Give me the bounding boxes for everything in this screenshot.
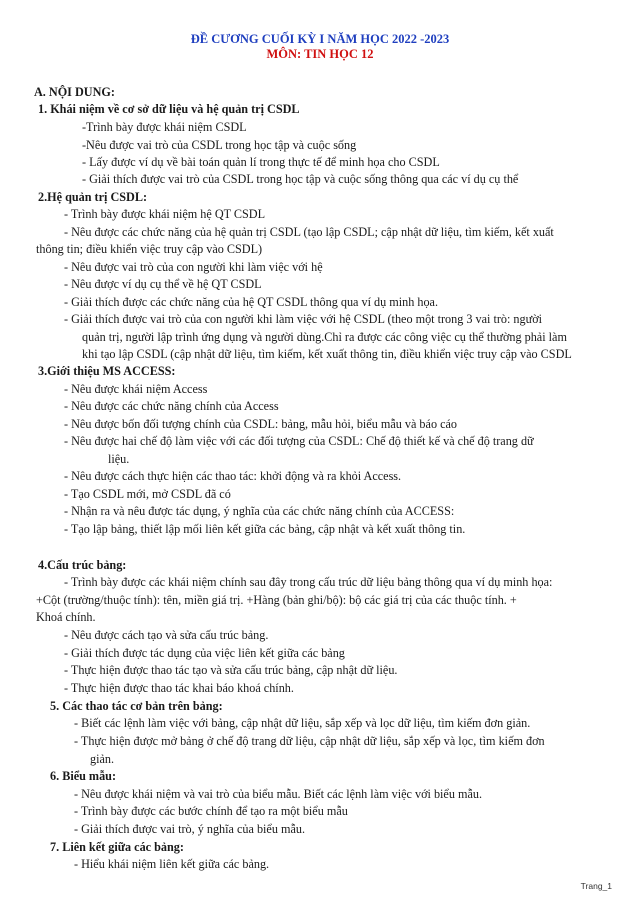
content-line: - Giải thích được vai trò của con người khi làm việc với hệ CSDL (theo một trong 3 vai trò: người [64, 312, 543, 326]
section-heading: 3.Giới thiệu MS ACCESS: [38, 364, 176, 378]
section-heading: 5. Các thao tác cơ bản trên bảng: [50, 699, 223, 713]
content-line: -Trình bày được khái niệm CSDL [82, 120, 247, 134]
content-line: - Giải thích được các chức năng của hệ QT CSDL thông qua ví dụ minh họa. [64, 295, 439, 309]
content-line: - Hiểu khái niệm liên kết giữa các bảng. [74, 857, 270, 871]
content-line: quản trị, người lập trình ứng dụng và người dùng.Chỉ ra được các công việc cụ thể thường phải làm [82, 330, 567, 344]
content-line: thông tin; điều khiển việc truy cập vào CSDL) [36, 242, 263, 256]
content-line: - Tạo lập bảng, thiết lập mối liên kết giữa các bảng, cập nhật và kết xuất thông tin. [64, 522, 466, 536]
section-heading: A. NỘI DUNG: [34, 85, 115, 99]
section-heading: 6. Biểu mẫu: [50, 769, 117, 783]
content-line: Khoá chính. [36, 610, 96, 624]
document-subject: MÔN: TIN HỌC 12 [266, 47, 374, 61]
content-line: - Giải thích được vai trò của CSDL trong học tập và cuộc sống thông qua các ví dụ cụ thể [82, 172, 519, 186]
content-line: - Nêu được các chức năng chính của Access [64, 399, 279, 413]
content-line: +Cột (trường/thuộc tính): tên, miền giá trị. +Hàng (bản ghi/bộ): bộ các giá trị của các thuộc tính. + [36, 593, 517, 607]
content-line: - Nêu được các chức năng của hệ quản trị CSDL (tạo lập CSDL; cập nhật dữ liệu, tìm kiếm, kết xuất [64, 225, 554, 239]
section-heading: 4.Cấu trúc bảng: [38, 558, 127, 572]
content-line: - Thực hiện được thao tác tạo và sửa cấu trúc bảng, cập nhật dữ liệu. [64, 663, 398, 677]
content-line: - Biết các lệnh làm việc với bảng, cập nhật dữ liệu, sắp xếp và lọc dữ liệu, tìm kiếm đơn giản. [74, 716, 531, 730]
content-line: liệu. [108, 452, 130, 466]
content-line: - Giải thích được tác dụng của việc liên kết giữa các bảng [64, 646, 345, 660]
page-number: Trang_1 [580, 881, 612, 891]
content-line: - Giải thích được vai trò, ý nghĩa của biểu mẫu. [74, 822, 306, 836]
content-line: - Trình bày được khái niệm hệ QT CSDL [64, 207, 266, 221]
content-line: -Nêu được vai trò của CSDL trong học tập và cuộc sống [82, 138, 357, 152]
content-line: - Trình bày được các khái niệm chính sau đây trong cấu trúc dữ liệu bảng thông qua ví dụ minh họa: [64, 575, 553, 589]
content-line: - Nêu được hai chế độ làm việc với các đối tượng của CSDL: Chế độ thiết kế và chế độ trang dữ [64, 434, 534, 448]
content-line: - Nêu được cách thực hiện các thao tác: khởi động và ra khỏi Access. [64, 469, 402, 483]
content-line: - Thực hiện được thao tác khai báo khoá chính. [64, 681, 294, 695]
content-line: - Nêu được khái niệm Access [64, 382, 208, 396]
content-line: - Thực hiện được mở bảng ở chế độ trang dữ liệu, cập nhật dữ liệu, sắp xếp và lọc, tìm kiếm đơn [74, 734, 545, 748]
content-line: - Trình bày được các bước chính để tạo ra một biểu mẫu [74, 804, 348, 818]
content-line: - Tạo CSDL mới, mở CSDL đã có [64, 487, 231, 501]
content-line: - Nêu được ví dụ cụ thể về hệ QT CSDL [64, 277, 262, 291]
document-title: ĐỀ CƯƠNG CUỐI KỲ I NĂM HỌC 2022 -2023 [190, 32, 450, 46]
content-line: - Nêu được bốn đối tượng chính của CSDL: bảng, mẫu hỏi, biểu mẫu và báo cáo [64, 417, 457, 431]
section-heading: 1. Khái niệm về cơ sở dữ liệu và hệ quản trị CSDL [38, 102, 300, 116]
content-line: giản. [90, 752, 115, 766]
section-heading: 7. Liên kết giữa các bảng: [50, 840, 184, 854]
content-line: - Nhận ra và nêu được tác dụng, ý nghĩa của các chức năng chính của ACCESS: [64, 504, 455, 518]
content-line: khi tạo lập CSDL (cập nhật dữ liệu, tìm kiếm, kết xuất thông tin, điều khiển việc truy cập vào CSDL [82, 347, 572, 361]
section-heading: 2.Hệ quản trị CSDL: [38, 190, 148, 204]
content-line: - Nêu được cách tạo và sửa cấu trúc bảng. [64, 628, 269, 642]
content-line: - Nêu được khái niệm và vai trò của biểu mẫu. Biết các lệnh làm việc với biểu mẫu. [74, 787, 483, 801]
content-line: - Lấy được ví dụ về bài toán quản lí trong thực tế để minh họa cho CSDL [82, 155, 440, 169]
content-line: - Nêu được vai trò của con người khi làm việc với hệ [64, 260, 323, 274]
